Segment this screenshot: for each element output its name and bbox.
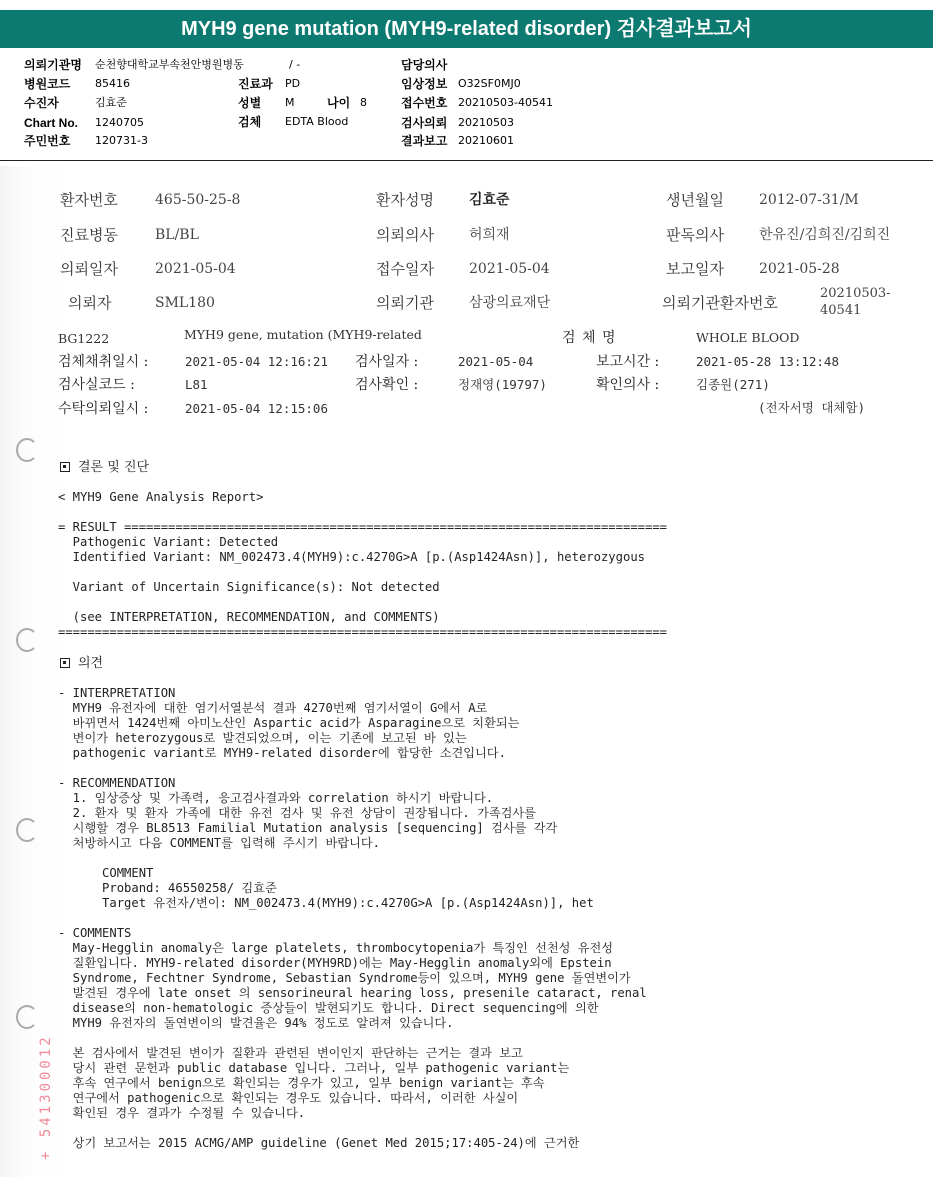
- report-line: - INTERPRETATION: [58, 686, 176, 700]
- consign-datetime: 2021-05-04 12:15:06: [185, 401, 328, 416]
- report-line: ===================================================================================: [58, 625, 668, 639]
- report-time-label: 보고시간 :: [596, 354, 660, 370]
- specimen-name-label: 검 체 명: [562, 330, 617, 346]
- patient-label: 수진자: [24, 96, 59, 110]
- test-date: 2021-05-04: [458, 354, 534, 369]
- confirm: 정재영(19797): [458, 377, 547, 392]
- conclusion-heading: [60, 459, 149, 477]
- request-date-label: 검사의뢰: [401, 116, 448, 130]
- age-label: 나이: [327, 96, 351, 110]
- header-divider: [0, 160, 933, 161]
- punch-hole: [16, 1005, 38, 1029]
- report-line: [58, 595, 667, 610]
- receipt-no-label: 접수번호: [401, 96, 448, 110]
- punch-hole: [16, 818, 38, 842]
- reader-label: 판독의사: [666, 226, 724, 244]
- clinical-info-value: O32SF0MJ0: [458, 77, 521, 90]
- report-title: MYH9 gene mutation (MYH9-related disorder) 검사결과보고서: [0, 10, 933, 48]
- report-line: - RECOMMENDATION: [58, 776, 176, 790]
- report-line: 상기 보고서는 2015 ACMG/AMP guideline (Genet Med 2015;17:405-24)에 근거한: [58, 1136, 580, 1150]
- report-line: 발견된 경우에 late onset 의 sensorineural hearing loss, presenile cataract, renal: [58, 986, 647, 1000]
- sex-label: 성별: [238, 96, 262, 110]
- patient-name: 김효준: [469, 192, 510, 208]
- report-line: Syndrome, Fechtner Syndrome, Sebastian Syndrome등이 있으며, MYH9 gene 돌연변이가: [58, 971, 631, 985]
- specimen-value: EDTA Blood: [285, 115, 349, 128]
- report-line: Identified Variant: NM_002473.4(MYH9):c.4270G>A [p.(Asp1424Asn)], heterozygous: [58, 550, 645, 564]
- physician: 허희재: [469, 227, 510, 243]
- report-line: 시행할 경우 BL8513 Familial Mutation analysis [sequencing] 검사를 각각: [58, 821, 558, 835]
- report-line: [58, 761, 647, 776]
- report-line: Proband: 46550258/ 김효준: [58, 881, 277, 895]
- chart-no-value: 1240705: [95, 116, 144, 129]
- punch-hole: [16, 628, 38, 652]
- report-line: [58, 505, 667, 520]
- section-marker-icon: [60, 462, 70, 472]
- confirm-doctor: 김종원(271): [696, 377, 770, 392]
- rrn-label: 주민번호: [24, 134, 71, 148]
- org-patient-no-label: 의뢰기관환자번호: [662, 294, 778, 312]
- report-line: 변이가 heterozygous로 발견되었으며, 이는 기존에 보고된 바 있는: [58, 731, 467, 745]
- specimen-label: 검체: [238, 115, 262, 129]
- org: 삼광의료재단: [469, 295, 551, 311]
- requester: SML180: [155, 295, 215, 311]
- conclusion-heading-text: 결론 및 진단: [78, 460, 150, 475]
- receipt-date: 2021-05-04: [469, 261, 550, 277]
- ward: BL/BL: [155, 227, 199, 243]
- lab-code-label: 검사실코드 :: [58, 377, 135, 393]
- request-date-value: 20210503: [458, 116, 514, 129]
- clinical-info-label: 임상정보: [401, 77, 448, 91]
- report-line: [58, 565, 667, 580]
- physician-label: 의뢰의사: [376, 226, 434, 244]
- report-line: May-Hegglin anomaly은 large platelets, thrombocytopenia가 특징인 선천성 유전성: [58, 941, 614, 955]
- report-line: [58, 1121, 647, 1136]
- confirm-label: 검사확인 :: [355, 377, 419, 393]
- barcode-stamp: + 541300012: [38, 1034, 54, 1160]
- report-line: Pathogenic Variant: Detected: [58, 535, 279, 549]
- dob: 2012-07-31/M: [759, 192, 859, 208]
- specimen-name: WHOLE BLOOD: [696, 330, 800, 345]
- requesting-org-value: 순천향대학교부속천안병원병동: [95, 58, 244, 71]
- report-line: < MYH9 Gene Analysis Report>: [58, 490, 264, 504]
- age-value: 8: [360, 96, 367, 109]
- hospital-code-label: 병원코드: [24, 77, 71, 91]
- requesting-org-label: 의뢰기관명: [24, 58, 82, 72]
- opinion-block: [58, 686, 647, 1151]
- patient-value: 김효준: [95, 96, 127, 109]
- report-line: 질환입니다. MYH9-related disorder(MYH9RD)에는 May-Hegglin anomaly외에 Epstein: [58, 956, 612, 970]
- report-line: 바뀌면서 1424번째 아미노산인 Aspartic acid가 Asparagine으로 치환되는: [58, 716, 520, 730]
- esign-note: (전자서명 대체함): [758, 400, 866, 415]
- punch-hole: [16, 438, 38, 462]
- org-label: 의뢰기관: [376, 294, 434, 312]
- requester-label: 의뢰자: [68, 294, 112, 312]
- opinion-heading: [60, 655, 103, 673]
- report-line: COMMENT: [58, 866, 154, 880]
- section-marker-icon: [60, 658, 70, 668]
- ward-label: 진료병동: [60, 226, 118, 244]
- receipt-date-label: 접수일자: [376, 260, 434, 278]
- opinion-heading-text: 의견: [78, 656, 104, 671]
- org-patient-no-line1: 20210503-: [820, 286, 891, 301]
- report-line: (see INTERPRETATION, RECOMMENDATION, and COMMENTS): [58, 610, 440, 624]
- receipt-no-value: 20210503-40541: [458, 96, 553, 109]
- collect-label: 검체채취일시 :: [58, 354, 149, 370]
- report-line: 당시 관련 문헌과 public database 입니다. 그러나, 일부 pathogenic variant는: [58, 1061, 570, 1075]
- org-patient-no-line2: 40541: [820, 303, 862, 318]
- report-line: 확인된 경우 결과가 수정될 수 있습니다.: [58, 1106, 306, 1120]
- report-line: MYH9 유전자의 돌연변이의 발견율은 94% 정도로 알려져 있습니다.: [58, 1016, 454, 1030]
- conclusion-block: [58, 490, 667, 640]
- report-line: [58, 851, 647, 866]
- test-name: MYH9 gene, mutation (MYH9-related: [184, 327, 422, 342]
- report-line: Target 유전자/변이: NM_002473.4(MYH9):c.4270G>A [p.(Asp1424Asn)], het: [58, 896, 594, 910]
- report-line: MYH9 유전자에 대한 염기서열분석 결과 4270번째 염기서열이 G에서 A로: [58, 701, 488, 715]
- report-line: [58, 911, 647, 926]
- report-date-label: 결과보고: [401, 134, 448, 148]
- patient-no: 465-50-25-8: [155, 192, 241, 208]
- report-time: 2021-05-28 13:12:48: [696, 354, 839, 369]
- report-line: pathogenic variant로 MYH9-related disorder에 합당한 소견입니다.: [58, 746, 506, 760]
- report-line: 1. 임상증상 및 가족력, 응고검사결과와 correlation 하시기 바랍니다.: [58, 791, 494, 805]
- report-line: 2. 환자 및 환자 가족에 대한 유전 검사 및 유전 상담이 권장됩니다. 가족검사를: [58, 806, 536, 820]
- rrn-value: 120731-3: [95, 134, 148, 147]
- test-date-label: 검사일자 :: [355, 354, 419, 370]
- hospital-code-value: 85416: [95, 77, 130, 90]
- report-date-value: 20210601: [458, 134, 514, 147]
- report-line: 후속 연구에서 benign으로 확인되는 경우가 있고, 일부 benign variant는 후속: [58, 1076, 545, 1090]
- lab-code: L81: [185, 377, 208, 392]
- report-line: 본 검사에서 발견된 변이가 질환과 관련된 변이인지 판단하는 근거는 결과 보고: [58, 1046, 523, 1060]
- request-date: 2021-05-04: [155, 261, 236, 277]
- report-line: - COMMENTS: [58, 926, 132, 940]
- report-line: [58, 1031, 647, 1046]
- dob-label: 생년월일: [666, 191, 724, 209]
- report-date: 2021-05-28: [759, 261, 840, 277]
- sex-value: M: [285, 96, 295, 109]
- consign-label: 수탁의뢰일시 :: [58, 401, 149, 417]
- report-line: disease의 non-hematologic 증상들이 발현되기도 합니다. Direct sequencing에 의한: [58, 1001, 599, 1015]
- report-date-label: 보고일자: [666, 260, 724, 278]
- report-line: Variant of Uncertain Significance(s): Not detected: [58, 580, 440, 594]
- dept-value: PD: [285, 77, 301, 90]
- collect-datetime: 2021-05-04 12:16:21: [185, 354, 328, 369]
- test-code: BG1222: [58, 331, 110, 346]
- patient-no-label: 환자번호: [60, 191, 118, 209]
- patient-name-label: 환자성명: [376, 191, 434, 209]
- report-line: 처방하시고 다음 COMMENT를 입력해 주시기 바랍니다.: [58, 836, 380, 850]
- attending-label: 담당의사: [401, 58, 448, 72]
- report-line: 연구에서 pathogenic으로 확인되는 경우도 있습니다. 따라서, 이러한 사실이: [58, 1091, 519, 1105]
- reader: 한유진/김희진/김희진: [759, 227, 891, 243]
- dept-label: 진료과: [238, 77, 273, 91]
- chart-no-label: Chart No.: [24, 116, 78, 130]
- confirm-doctor-label: 확인의사 :: [596, 377, 660, 393]
- request-date-label: 의뢰일자: [60, 260, 118, 278]
- ward-value: / -: [289, 58, 301, 71]
- report-line: = RESULT ==========================================================================: [58, 520, 668, 534]
